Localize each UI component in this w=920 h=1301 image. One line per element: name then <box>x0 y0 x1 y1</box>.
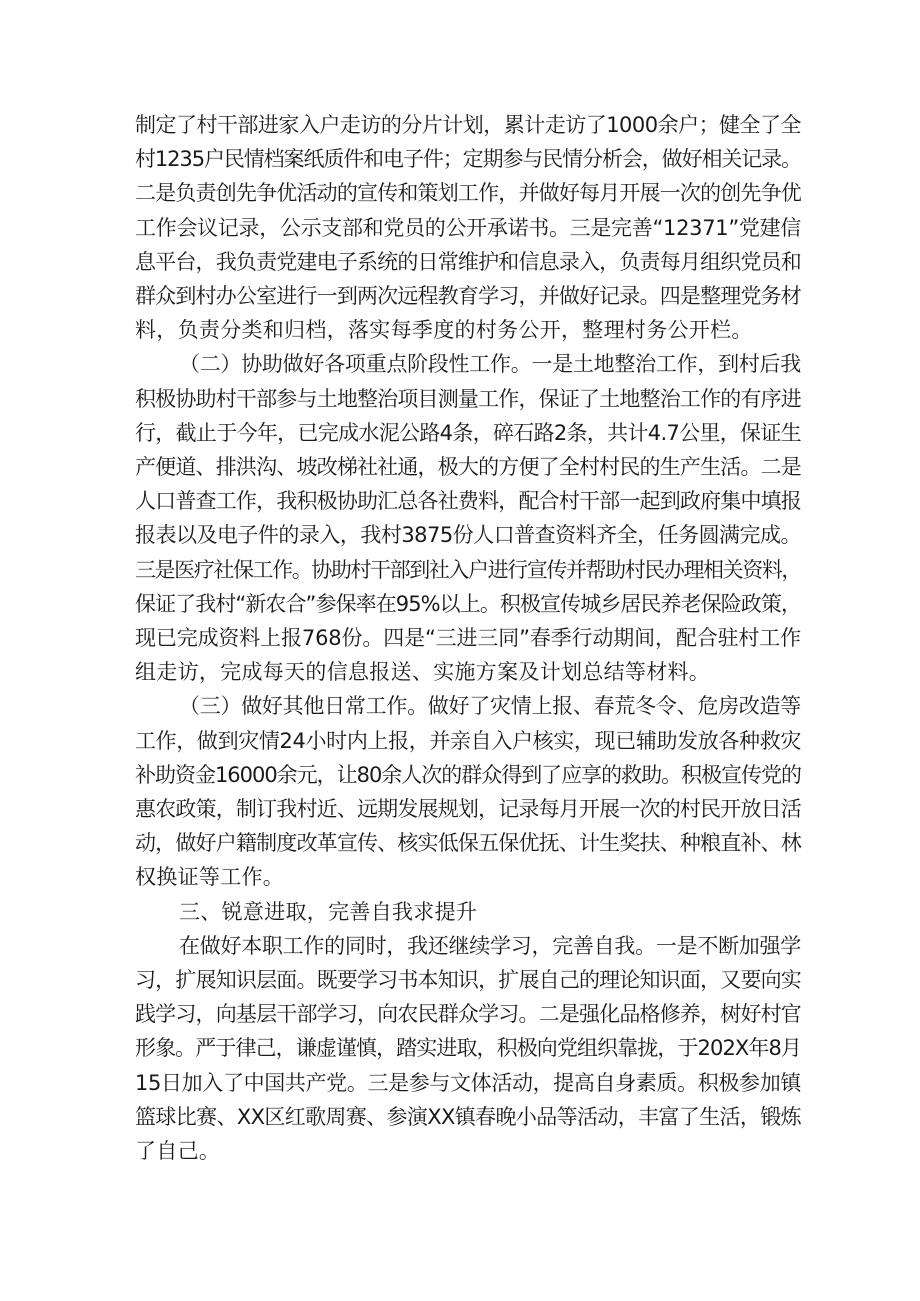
text-line: 现已完成资料上报768份。四是“三进三同”春季行动期间，配合驻村工作 <box>135 626 801 651</box>
text-line: 工作，做到灾情24小时内上报，并亲自入户核实，现已辅助发放各种救灾 <box>135 728 801 753</box>
text-line: 行，截止于今年，已完成水泥公路4条，碎石路2条，共计4.7公里，保证生 <box>135 420 801 445</box>
text-line: 二是负责创先争优活动的宣传和策划工作，并做好每月开展一次的创先争优 <box>135 181 801 206</box>
text-line: 惠农政策，制订我村近、远期发展规划，记录每月开展一次的村民开放日活 <box>135 797 801 822</box>
text-line: 产便道、排洪沟、坡改梯社社通，极大的方便了全村村民的生产生活。二是 <box>135 455 801 480</box>
text-line: 习，扩展知识层面。既要学习书本知识，扩展自己的理论知识面，又要向实 <box>135 968 801 993</box>
text-line: 制定了村干部进家入户走访的分片计划，累计走访了1000余户；健全了全 <box>135 113 802 137</box>
text-line: 料，负责分类和归档，落实每季度的村务公开，整理村务公开栏。 <box>135 318 753 343</box>
text-line: 积极协助村干部参与土地整治项目测量工作，保证了土地整治工作的有序进 <box>135 386 801 411</box>
paragraph-heading-line: （三）做好其他日常工作。做好了灾情上报、春荒冬令、危房改造等 <box>179 694 801 719</box>
text-line: 息平台，我负责党建电子系统的日常维护和信息录入，负责每月组织党员和 <box>135 249 801 274</box>
paragraph-heading-line: （二）协助做好各项重点阶段性工作。一是土地整治工作，到村后我 <box>179 352 801 377</box>
paragraph-first-line: 在做好本职工作的同时，我还继续学习，完善自我。一是不断加强学 <box>179 933 801 958</box>
section-heading: 三、锐意进取，完善自我求提升 <box>179 899 478 924</box>
text-line: 组走访，完成每天的信息报送、实施方案及计划总结等材料。 <box>135 660 711 685</box>
text-line: 群众到村办公室进行一到两次远程教育学习，并做好记录。四是整理党务材 <box>135 284 801 309</box>
text-line: 权换证等工作。 <box>135 865 285 890</box>
text-line: 报表以及电子件的录入，我村3875份人口普查资料齐全，任务圆满完成。 <box>135 523 802 548</box>
text-line: 保证了我村“新农合”参保率在95%以上。积极宣传城乡居民养老保险政策， <box>135 591 801 616</box>
text-line: 形象。严于律己，谦虚谨慎，踏实进取，积极向党组织靠拢，于202X年8月 <box>135 1036 801 1061</box>
text-line: 人口普查工作，我积极协助汇总各社费料，配合村干部一起到政府集中填报 <box>135 489 801 514</box>
document-body <box>135 108 801 1168</box>
text-line: 践学习，向基层干部学习，向农民群众学习。二是强化品格修养，树好村官 <box>135 1002 801 1027</box>
text-line: 15日加入了中国共产党。三是参与文体活动，提高自身素质。积极参加镇 <box>135 1070 801 1095</box>
text-line: 三是医疗社保工作。协助村干部到社入户进行宣传并帮助村民办理相关资料， <box>135 557 801 582</box>
text-line: 了自己。 <box>135 1139 221 1164</box>
text-line: 动，做好户籍制度改革宣传、核实低保五保优抚、计生奖扶、种粮直补、林 <box>135 831 801 856</box>
text-line: 村1235户民情档案纸质件和电子件；定期参与民情分析会，做好相关记录。 <box>135 147 801 172</box>
text-line: 工作会议记录，公示支部和党员的公开承诺书。三是完善“12371”党建信 <box>135 215 801 240</box>
text-line: 篮球比赛、XX区红歌周赛、参演XX镇春晚小品等活动，丰富了生活，锻炼 <box>135 1104 801 1129</box>
text-line: 补助资金16000余元，让80余人次的群众得到了应享的救助。积极宣传党的 <box>135 762 801 787</box>
